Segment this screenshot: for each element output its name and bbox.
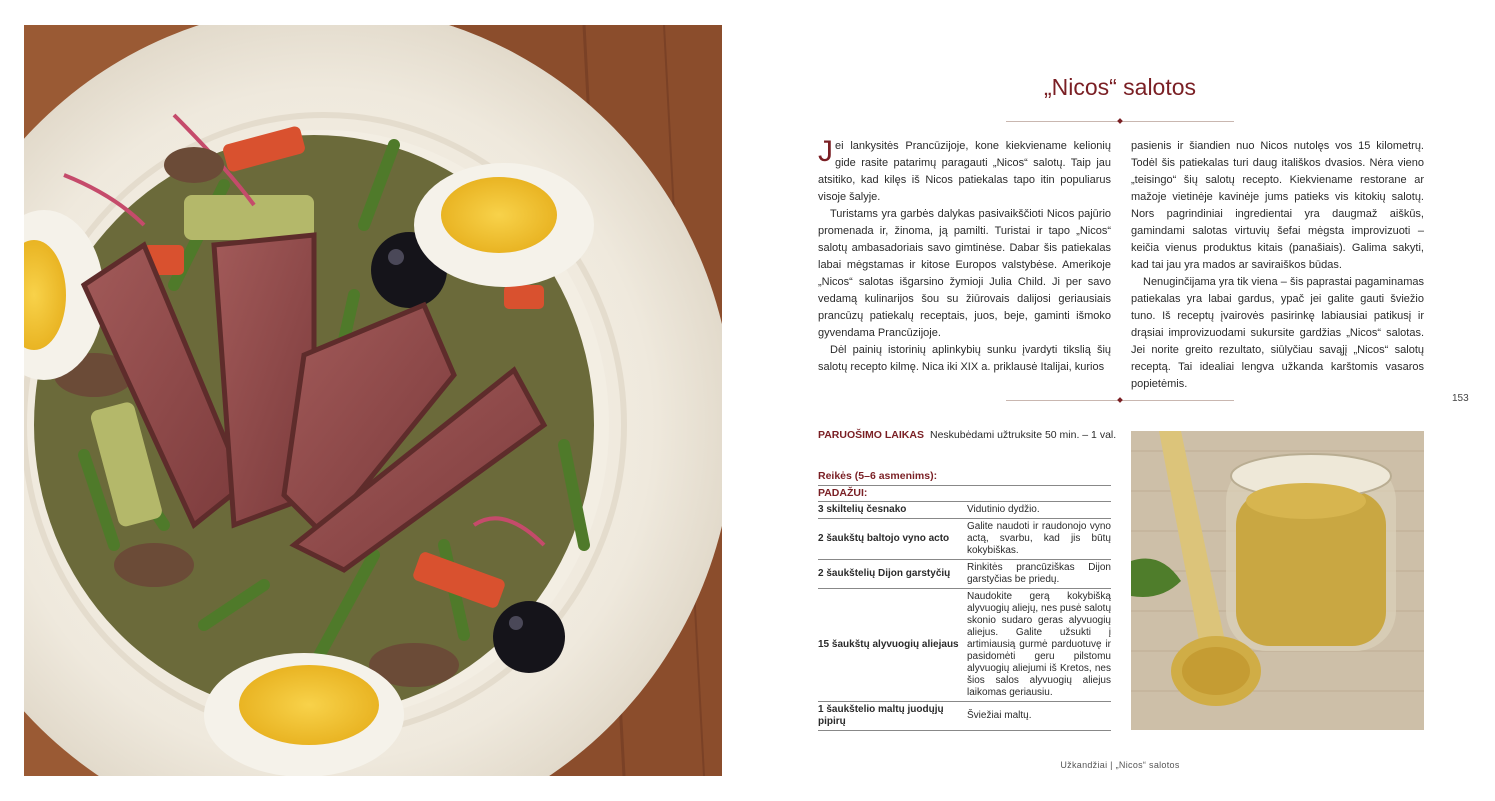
intro-text: ei lankysitės Prancūzijoje, kone kiekviename kelionių gide rasite patarimų paragauti „Nicos“ salotų. Taip jau atsitiko, kad kilęs iš Nicos patiekalas tapo itin populiarus visoje šalyje. [818, 140, 1111, 203]
ingredients-section-title: PADAŽUI: [818, 487, 868, 499]
ingredient-note: Naudokite gerą kokybišką alyvuogių aliejų, nes pusė salotų skonio sudaro geras alyvuogių aliejus. Galite užsukti į artimiausią gurmė parduotuvę ir pasidomėti geru pilstomu alyvuogių aliejumi iš Kretos, nes šios salos alyvuogių aliejus laikomas geriausiu. [967, 589, 1111, 702]
ingredient-name: 1 šaukštelio maltų juodųjų pipirų [818, 702, 967, 731]
intro-column-right [1131, 138, 1424, 393]
page-number: 153 [1452, 393, 1469, 404]
prep-time [818, 429, 1116, 441]
intro-paragraph: Dėl painių istorinių aplinkybių sunku įvardyti tikslią šių salotų recepto kilmę. Nica iki XIX a. priklausė Italijai, kurios [818, 344, 1111, 373]
ingredient-note: Šviežiai maltų. [967, 702, 1111, 731]
running-footer: Užkandžiai | „Nicos“ salotos [1060, 760, 1180, 770]
ingredient-row [818, 589, 1111, 702]
ingredient-row [818, 519, 1111, 560]
ingredient-name: 15 šaukštų alyvuogių aliejaus [818, 589, 967, 702]
drop-cap: J [818, 135, 833, 168]
intro-column-left [818, 135, 1111, 376]
ingredient-name: 2 šaukštų baltojo vyno acto [818, 519, 967, 560]
intro-paragraph [818, 135, 1111, 206]
ingredient-note: Vidutinio dydžio. [967, 502, 1111, 519]
intro-paragraph: pasienis ir šiandien nuo Nicos nutolęs vos 15 kilometrų. Todėl šis patiekalas turi daug itališkos dvasios. Nėra vieno „teisingo“ šių salotų recepto. Kiekviename restorane ar mažoje vietinėje kavinėje jums patieks vis kitokių salotų. Nors pagrindiniai ingredientai yra daugmaž aiškūs, gamindami salotas virtuvių šefai mėgsta improvizuoti – keičia vienus produktus kitais (panašiais). Galima sakyti, kad tai jau yra mados ar saviraiškos būdas. [1131, 140, 1424, 271]
prep-time-value: Neskubėdami užtruksite 50 min. – 1 val. [929, 429, 1117, 441]
ingredient-row [818, 702, 1111, 731]
ingredient-row [818, 502, 1111, 519]
ingredient-note: Rinkitės prancūziškas Dijon garstyčias be priedų. [967, 560, 1111, 589]
divider [818, 485, 1111, 486]
mustard-jar-photo [1131, 431, 1424, 730]
nicoise-salad-photo [24, 25, 722, 776]
title-ornament-dot [1117, 118, 1123, 124]
ingredient-row [818, 560, 1111, 589]
ingredients-table [818, 502, 1111, 731]
ingredient-note: Galite naudoti ir raudonojo vyno actą, svarbu, kad jis būtų kokybiškas. [967, 519, 1111, 560]
ingredients-title: Reikės (5–6 asmenims): [818, 470, 938, 482]
section-ornament-dot [1117, 397, 1123, 403]
intro-paragraph: Nenuginčijama yra tik viena – šis paprastai pagaminamas patiekalas yra labai gardus, ypač jei galite gauti šviežio tuno. Iš receptų įvairovės pasirinkę labiausiai patikusį ir drąsiai improvizuodami sukursite gardžias „Nicos“ salotas. Jei norite greito rezultato, siūlyčiau savąjį „Nicos“ salotų receptą. Tai idealiai lengva užkanda karštomis vasaros popietėmis. [1131, 276, 1424, 390]
prep-time-label: PARUOŠIMO LAIKAS [818, 429, 924, 441]
page-title: „Nicos“ salotos [1043, 74, 1197, 100]
ingredient-name: 2 šaukštelių Dijon garstyčių [818, 560, 967, 589]
ingredient-name: 3 skiltelių česnako [818, 502, 967, 519]
intro-paragraph: Turistams yra garbės dalykas pasivaikščioti Nicos pajūrio promenada ir, žinoma, ją pamilti. Turistai ir tapo „Nicos“ salotų ambasadoriais savo gimtinėse. Dabar šis patiekalas labai mėgstamas ir kitose Europos valstybėse. Amerikoje „Nicos“ salotas išgarsino žymioji Julia Child. Ji per savo vedamą kulinarijos šou su žiūrovais dalijosi geriausiais prancūzų patiekalų receptais, juos, beje, gaminti išmoko gyvendama Prancūzijoje. [818, 208, 1111, 339]
